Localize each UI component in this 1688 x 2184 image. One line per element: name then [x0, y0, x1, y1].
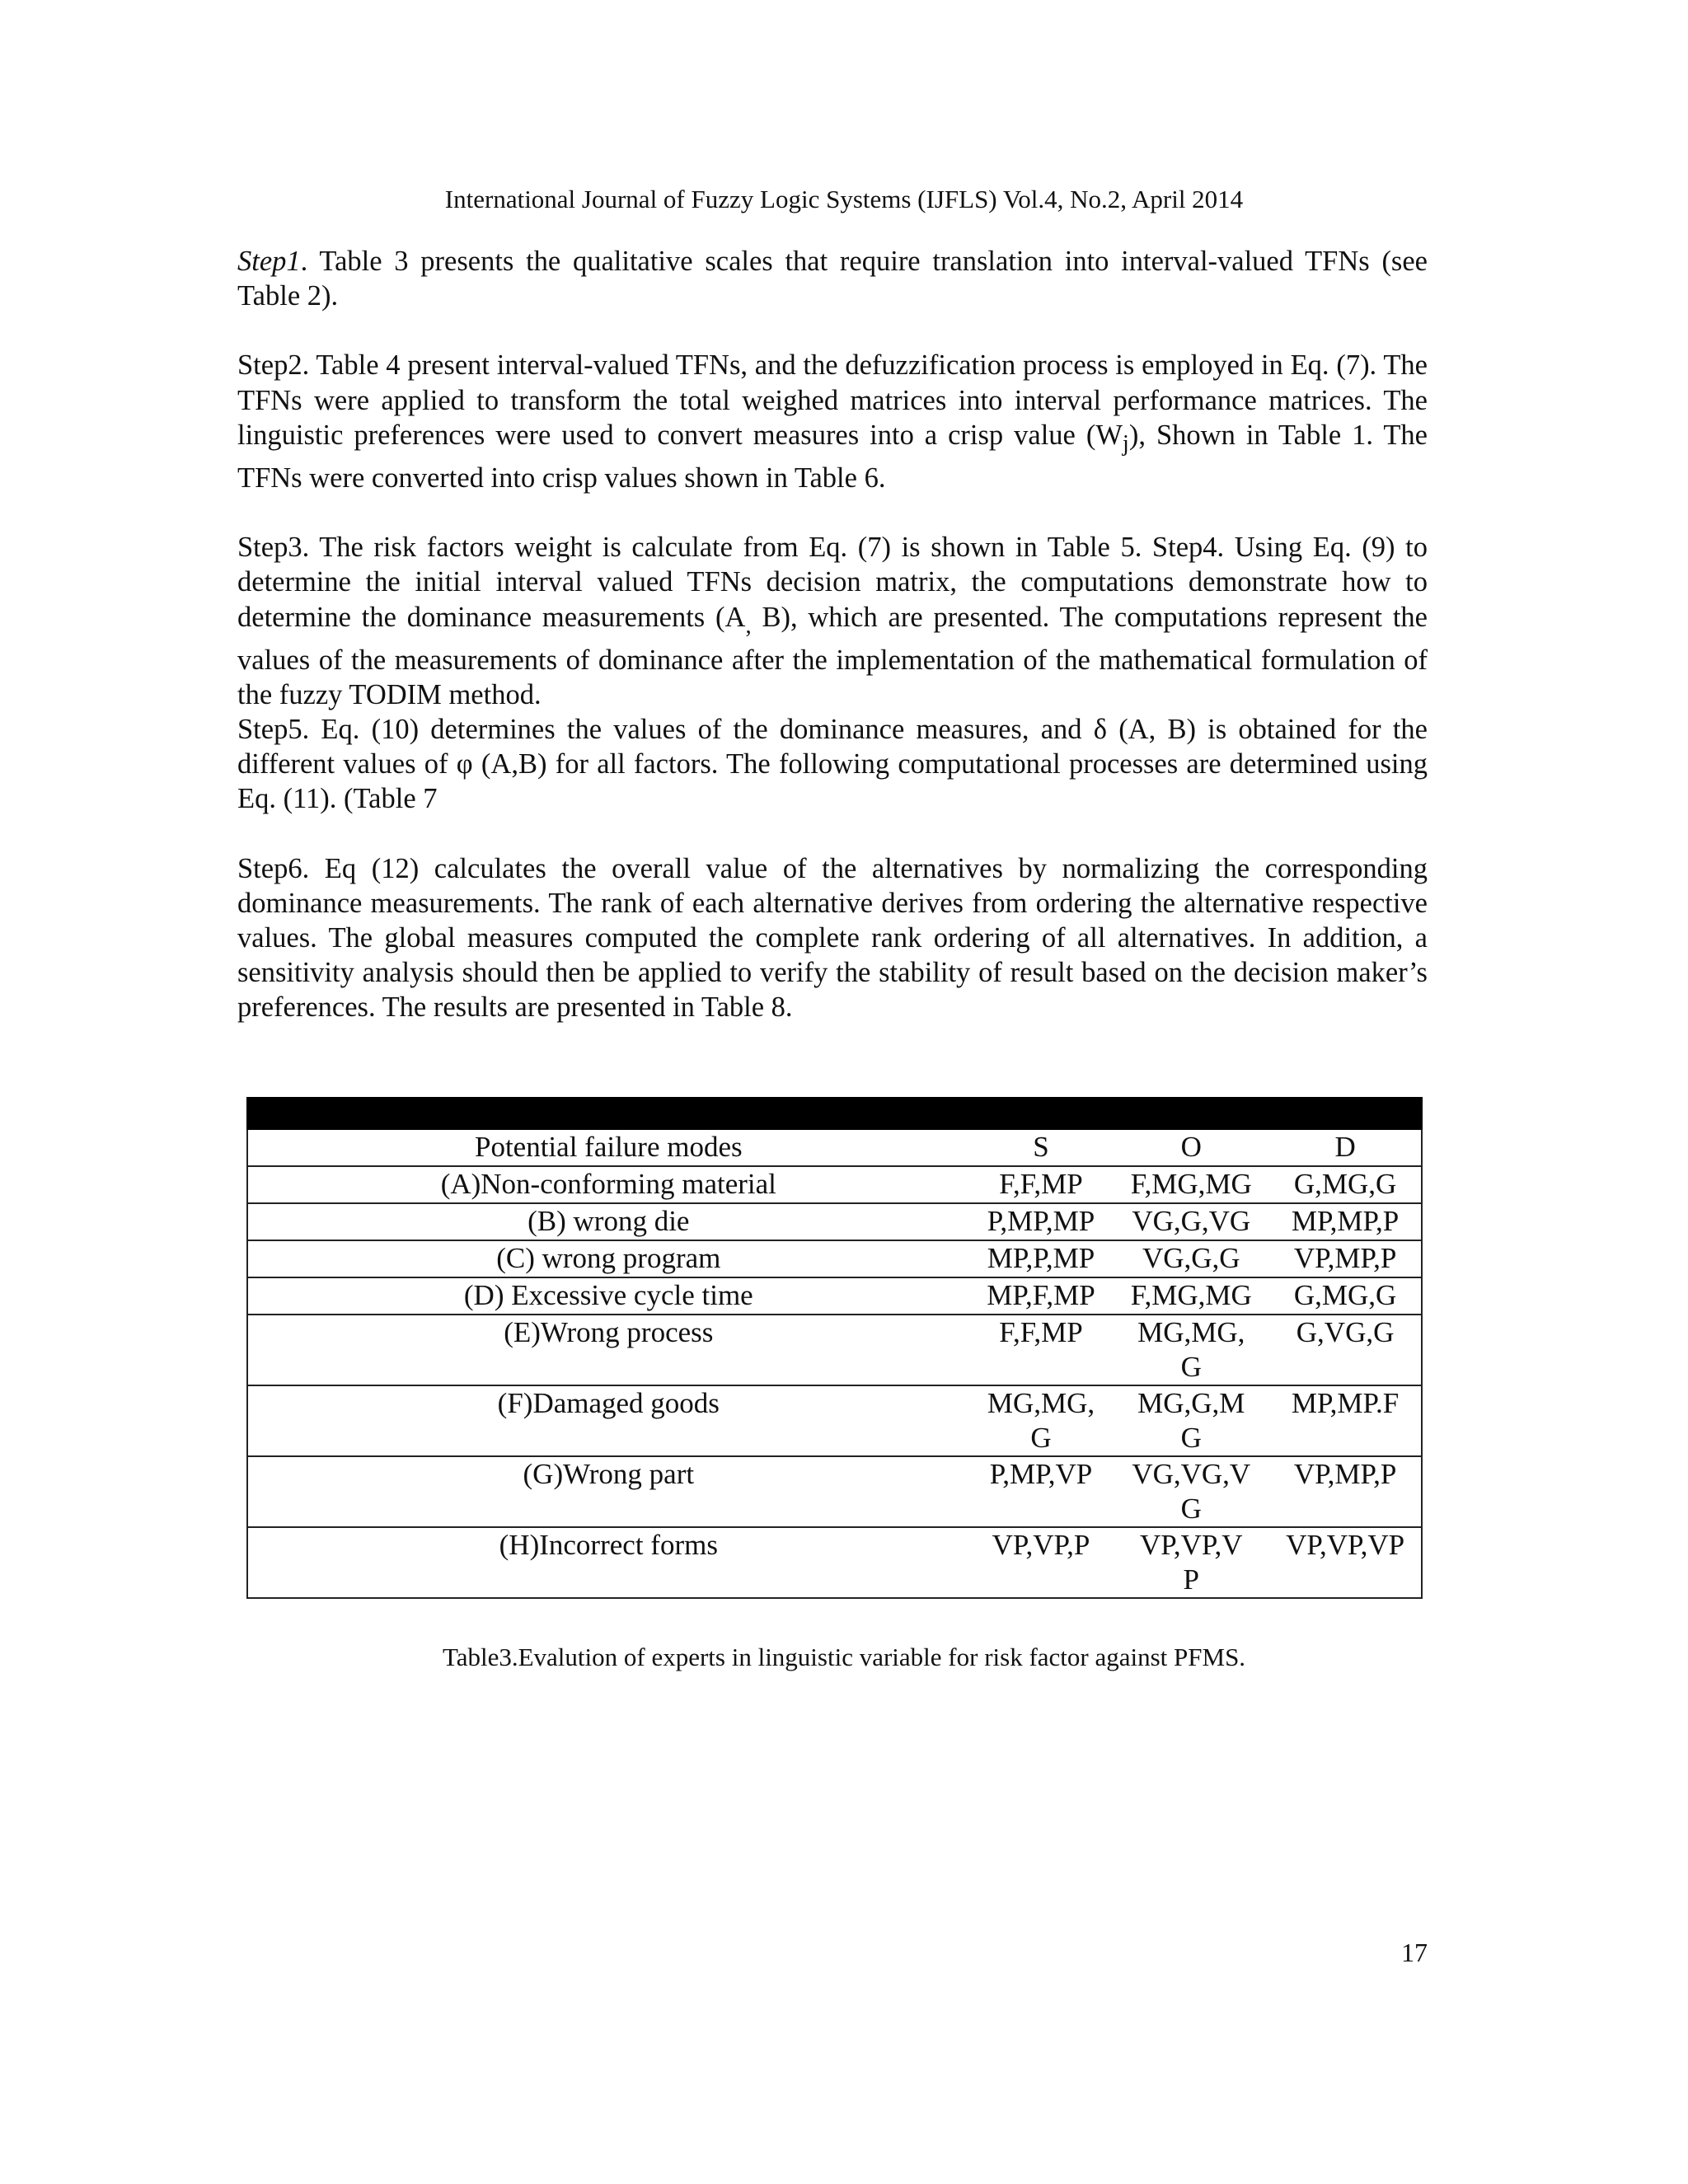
cell-d: VP,MP,P	[1269, 1456, 1422, 1527]
cell-d: G,MG,G	[1269, 1277, 1422, 1315]
cell-s: F,F,MP	[969, 1315, 1114, 1385]
step2-text-a: Step2. Table 4 present interval-valued TFNs, and the defuzzification process is employed in Eq. (7). The TFNs were applied to transform the total weighed matrices into interval performance matrices. The linguistic preferences were used to convert measures into a crisp value (W	[237, 349, 1428, 451]
cell-mode: (B) wrong die	[247, 1203, 969, 1240]
table-3	[246, 1097, 1423, 1599]
cell-mode: (E)Wrong process	[247, 1315, 969, 1385]
cell-d: MP,MP,P	[1269, 1203, 1422, 1240]
step2-subscript: j	[1122, 429, 1129, 457]
cell-o: MG,MG, G	[1113, 1315, 1269, 1385]
cell-o: F,MG,MG	[1113, 1277, 1269, 1315]
cell-s: MP,P,MP	[969, 1240, 1114, 1277]
cell-s: MP,F,MP	[969, 1277, 1114, 1315]
cell-o: VG,G,VG	[1113, 1203, 1269, 1240]
header-s: S	[969, 1129, 1114, 1166]
table-row	[247, 1166, 1422, 1203]
cell-s: VP,VP,P	[969, 1527, 1114, 1598]
paragraph-step3-4	[237, 530, 1428, 712]
cell-o: F,MG,MG	[1113, 1166, 1269, 1203]
running-header: International Journal of Fuzzy Logic Systems (IJFLS) Vol.4, No.2, April 2014	[444, 185, 1244, 213]
cell-s: P,MP,VP	[969, 1456, 1114, 1527]
paragraph-step6: Step6. Eq (12) calculates the overall value of the alternatives by normalizing the corresponding dominance measurements. The rank of each alternative derives from ordering the alternative respective values. The global measures computed the complete rank ordering of all alternatives. In addition, a sensitivity analysis should then be applied to verify the stability of result based on the decision maker’s preferences. The results are presented in Table 8.	[237, 852, 1428, 1024]
cell-d: G,MG,G	[1269, 1166, 1422, 1203]
table-caption: Table3.Evalution of experts in linguistic variable for risk factor against PFMS.	[442, 1643, 1246, 1671]
cell-d: VP,MP,P	[1269, 1240, 1422, 1277]
step1-label: Step1	[237, 246, 301, 277]
cell-s: MG,MG, G	[969, 1385, 1114, 1456]
cell-mode: (D) Excessive cycle time	[247, 1277, 969, 1315]
body-text	[237, 244, 1428, 1060]
cell-d: VP,VP,VP	[1269, 1527, 1422, 1598]
cell-o: VG,VG,V G	[1113, 1456, 1269, 1527]
page-number: 17	[1401, 1938, 1428, 1967]
table-row	[247, 1315, 1422, 1385]
table-row	[247, 1277, 1422, 1315]
table-row	[247, 1456, 1422, 1527]
cell-d: G,VG,G	[1269, 1315, 1422, 1385]
cell-d: MP,MP.F	[1269, 1385, 1422, 1456]
step3-subscript: ,	[745, 612, 752, 639]
table-row	[247, 1527, 1422, 1598]
step1-text: . Table 3 presents the qualitative scales that require translation into interval-valued TFNs (see Table 2).	[237, 246, 1428, 312]
step3-text-a: Step3. The risk factors weight is calculate from Eq. (7) is shown in Table 5. Step4. Using Eq. (9) to determine the initial interval valued TFNs decision matrix, the computations demonstrate how to determine the dominance measurements (A	[237, 532, 1428, 633]
cell-s: F,F,MP	[969, 1166, 1114, 1203]
cell-o: VP,VP,V P	[1113, 1527, 1269, 1598]
table-row	[247, 1385, 1422, 1456]
header-o: O	[1113, 1129, 1269, 1166]
cell-mode: (H)Incorrect forms	[247, 1527, 969, 1598]
cell-mode: (F)Damaged goods	[247, 1385, 969, 1456]
cell-o: MG,G,M G	[1113, 1385, 1269, 1456]
step3-text-b: B), which are presented. The computations represent the values of the measurements of dominance after the implementation of the mathematical formulation of the fuzzy TODIM method.	[237, 601, 1428, 710]
table-top-bar	[247, 1098, 1422, 1129]
cell-o: VG,G,G	[1113, 1240, 1269, 1277]
table-row	[247, 1240, 1422, 1277]
step2-text-b: ), Shown in Table 1. The TFNs were converted into crisp values shown in Table 6.	[237, 419, 1428, 494]
cell-mode: (C) wrong program	[247, 1240, 969, 1277]
cell-mode: (A)Non-conforming material	[247, 1166, 969, 1203]
table-header-row	[247, 1129, 1422, 1166]
paragraph-step1	[237, 244, 1428, 313]
table-row	[247, 1203, 1422, 1240]
paragraph-step5: Step5. Eq. (10) determines the values of the dominance measures, and δ (A, B) is obtained for the different values of φ (A,B) for all factors. The following computational processes are determined using Eq. (11). (Table 7	[237, 714, 1428, 815]
header-failure-modes: Potential failure modes	[247, 1129, 969, 1166]
cell-mode: (G)Wrong part	[247, 1456, 969, 1527]
evaluation-table	[246, 1097, 1423, 1599]
cell-s: P,MP,MP	[969, 1203, 1114, 1240]
header-d: D	[1269, 1129, 1422, 1166]
paragraph-step2	[237, 348, 1428, 495]
